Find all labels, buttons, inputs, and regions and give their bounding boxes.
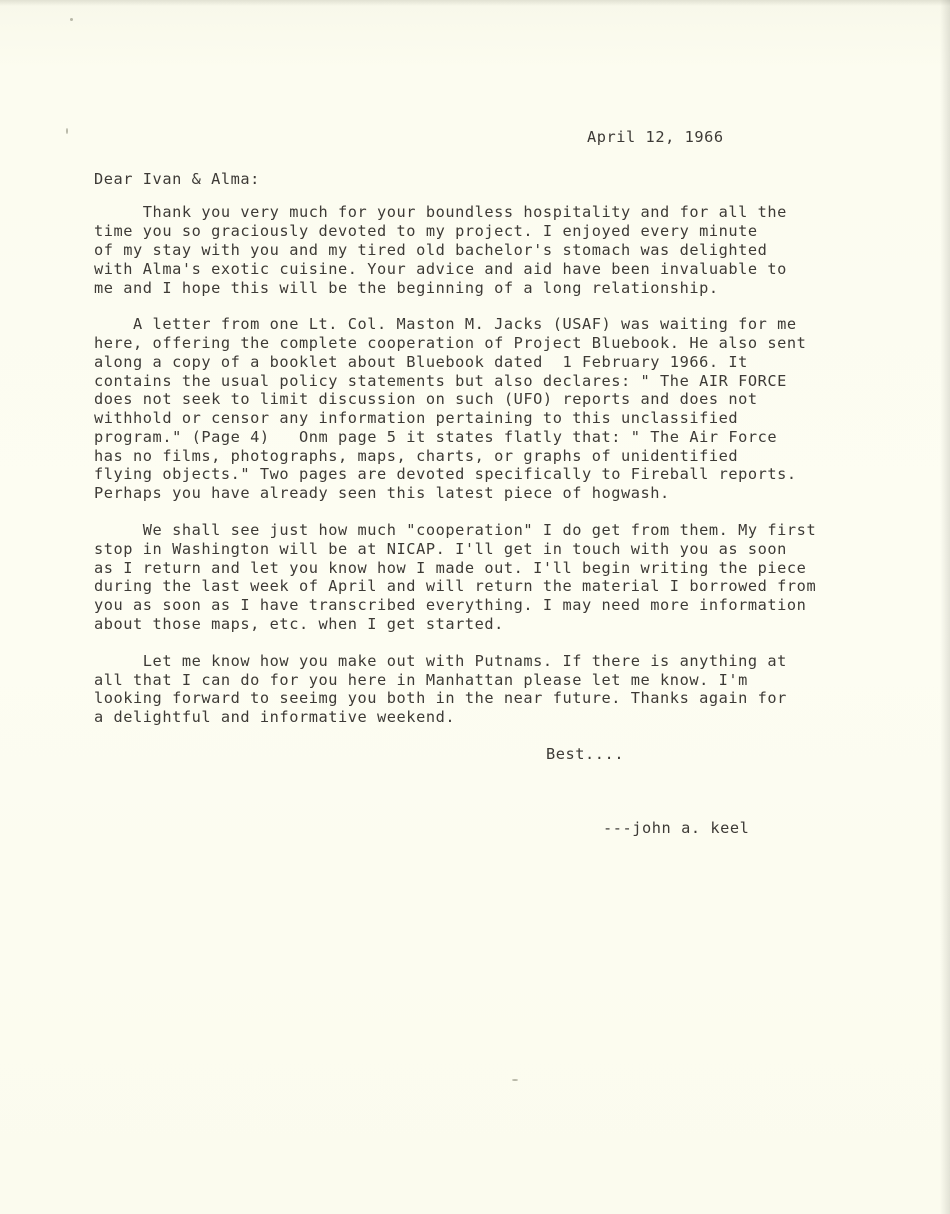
paragraph-4-line: a delightful and informative weekend. bbox=[94, 708, 456, 726]
paragraph-1-line: Thank you very much for your boundless hospitality and for all the bbox=[94, 203, 787, 221]
paragraph-2-line: here, offering the complete cooperation of Project Bluebook. He also sent bbox=[94, 334, 807, 352]
paper-speck bbox=[66, 128, 68, 134]
paragraph-2-line: along a copy of a booklet about Bluebook dated 1 February 1966. It bbox=[94, 353, 748, 371]
paragraph-1-line: of my stay with you and my tired old bachelor's stomach was delighted bbox=[94, 241, 768, 259]
paragraph-4-line: looking forward to seeimg you both in the near future. Thanks again for bbox=[94, 689, 787, 707]
paragraph-2-line: program." (Page 4) Onm page 5 it states flatly that: " The Air Force bbox=[94, 428, 778, 446]
paper-speck bbox=[512, 1079, 518, 1081]
paragraph-2-line: Perhaps you have already seen this latest piece of hogwash. bbox=[94, 484, 670, 502]
paragraph-2-line: flying objects." Two pages are devoted specifically to Fireball reports. bbox=[94, 465, 797, 483]
paper-speck bbox=[70, 18, 73, 21]
paper-top-shadow bbox=[0, 0, 950, 6]
paragraph-3-line: stop in Washington will be at NICAP. I'll get in touch with you as soon bbox=[94, 540, 787, 558]
paragraph-1-line: time you so graciously devoted to my project. I enjoyed every minute bbox=[94, 222, 758, 240]
letter-closing: Best.... bbox=[546, 745, 625, 763]
paragraph-1-line: with Alma's exotic cuisine. Your advice and aid have been invaluable to bbox=[94, 260, 787, 278]
letter-salutation: Dear Ivan & Alma: bbox=[94, 170, 260, 188]
paragraph-2-line: has no films, photographs, maps, charts, or graphs of unidentified bbox=[94, 447, 739, 465]
paragraph-3-line: during the last week of April and will return the material I borrowed from bbox=[94, 577, 817, 595]
paragraph-2-line: does not seek to limit discussion on such (UFO) reports and does not bbox=[94, 390, 758, 408]
paragraph-4-line: Let me know how you make out with Putnams. If there is anything at bbox=[94, 652, 787, 670]
paragraph-1-line: me and I hope this will be the beginning of a long relationship. bbox=[94, 279, 719, 297]
paragraph-2-line: contains the usual policy statements but also declares: " The AIR FORCE bbox=[94, 372, 787, 390]
paragraph-3-line: you as soon as I have transcribed everything. I may need more information bbox=[94, 596, 807, 614]
paragraph-2-line: withhold or censor any information pertaining to this unclassified bbox=[94, 409, 739, 427]
paragraph-4-line: all that I can do for you here in Manhattan please let me know. I'm bbox=[94, 671, 748, 689]
letter-signature: ---john a. keel bbox=[603, 819, 750, 837]
paragraph-2-line: A letter from one Lt. Col. Maston M. Jacks (USAF) was waiting for me bbox=[94, 315, 797, 333]
paragraph-3-line: about those maps, etc. when I get started. bbox=[94, 615, 504, 633]
paper-right-shadow bbox=[940, 0, 950, 1214]
letter-date: April 12, 1966 bbox=[587, 128, 724, 146]
paragraph-3-line: We shall see just how much "cooperation" I do get from them. My first bbox=[94, 521, 817, 539]
paragraph-3-line: as I return and let you know how I made out. I'll begin writing the piece bbox=[94, 559, 807, 577]
